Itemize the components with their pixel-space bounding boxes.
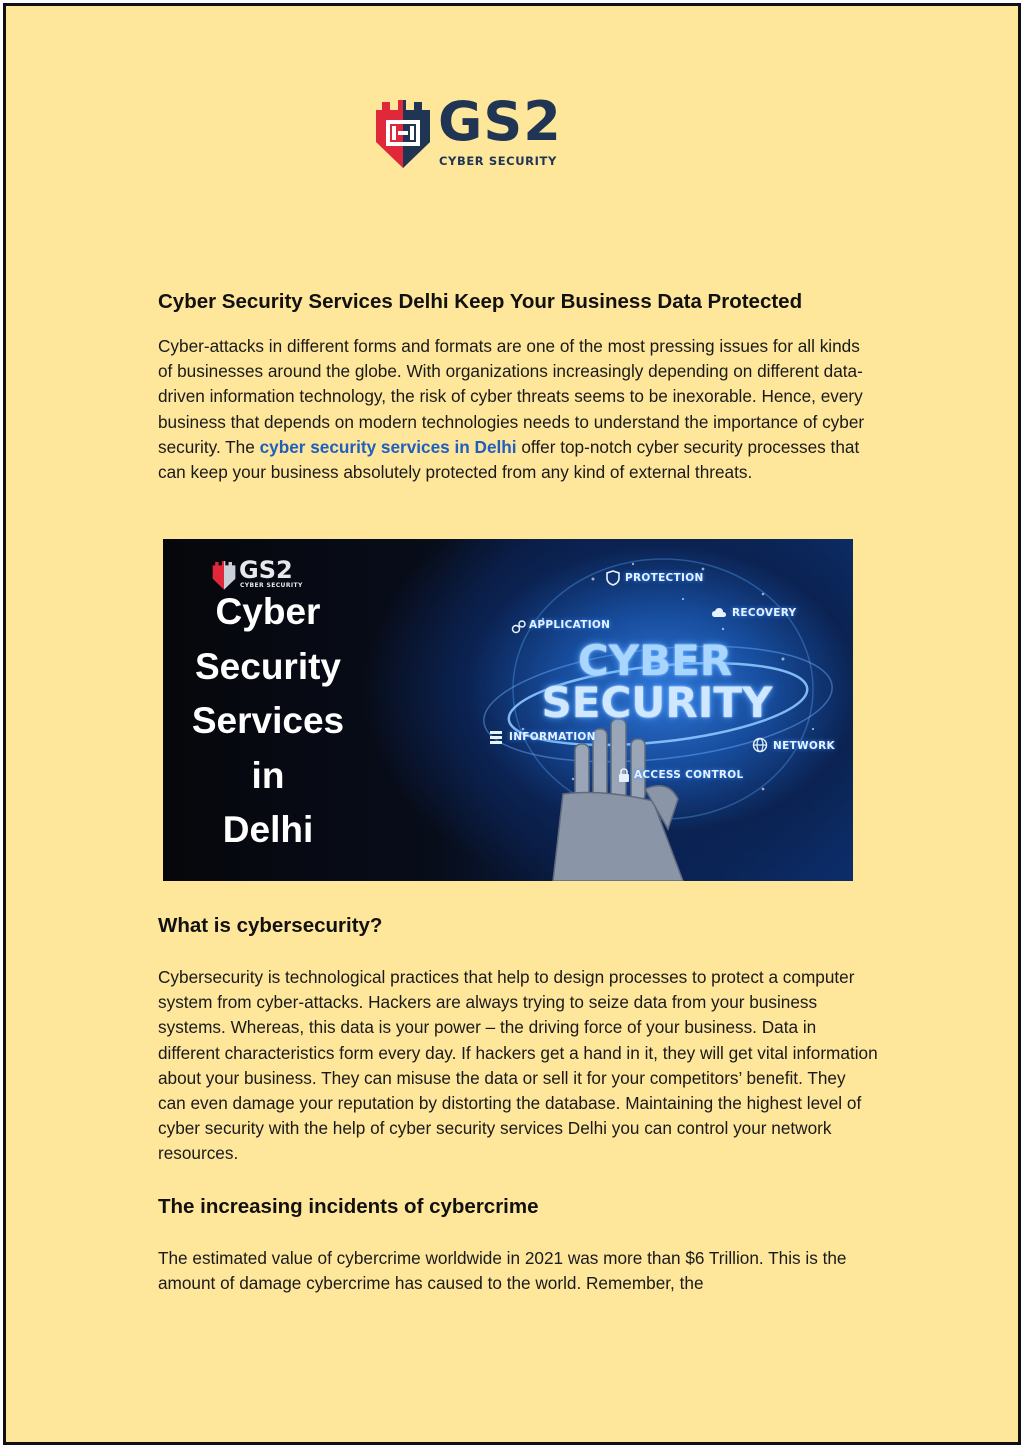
banner-line-4: in	[251, 754, 285, 796]
database-icon	[488, 729, 504, 745]
intro-text-end: offer top-notch cyber security processes that can keep your business absolutely protected from any kind of external threats.	[158, 436, 860, 483]
lock-icon	[616, 767, 632, 783]
tag-recovery: RECOVERY	[732, 607, 797, 619]
logo-subtitle: CYBER SECURITY	[439, 154, 557, 168]
section1-heading: What is cybersecurity?	[158, 914, 383, 937]
banner-cyber-text: CYBER	[577, 636, 733, 685]
tag-application: APPLICATION	[529, 619, 611, 631]
banner-security-text: SECURITY	[541, 678, 773, 727]
intro-paragraph	[158, 334, 878, 485]
cloud-recovery-icon	[711, 605, 727, 621]
gs2-logo	[372, 90, 582, 174]
tag-access-control: ACCESS CONTROL	[634, 769, 744, 781]
intro-text-start: Cyber-attacks in different forms and formats are one of the most pressing issues for all kinds of businesses around the globe. With organizations increasingly depending on different data-driven information technology, the risk of cyber threats seems to be inexorable. Hence, every business that depends on modern technologies needs to understand the importance of cyber security. The	[158, 336, 865, 457]
banner-logo-wordmark: GS2	[239, 556, 293, 584]
network-globe-icon	[752, 737, 768, 753]
banner-headline	[163, 585, 373, 858]
banner-line-3: Services	[191, 700, 345, 741]
section-what-is-cybersecurity	[158, 912, 878, 1167]
shield-check-icon	[605, 570, 621, 586]
section2-paragraph: The estimated value of cybercrime worldwide in 2021 was more than $6 Trillion. This is the amount of damage cybercrime has caused to the world. Remember, the	[158, 1248, 847, 1294]
cyber-security-services-link[interactable]: cyber security services in Delhi	[259, 436, 517, 457]
banner-line-1: Cyber	[215, 591, 321, 632]
section1-paragraph: Cybersecurity is technological practices that help to design processes to protect a computer system from cyber-attacks. Hackers are always trying to seize data from your business systems. Whereas, this data is your power – the driving force of your business. Data in different characteristics form every day. If hackers get a hand in it, they will get vital information about your business. They can misuse the data or sell it for your competitors’ benefit. They can even damage your reputation by distorting the database. Maintaining the highest level of cyber security with the help of cyber security services Delhi you can control your network resources.	[158, 967, 878, 1164]
tag-information: INFORMATION	[509, 731, 596, 743]
application-icon	[511, 619, 527, 635]
logo-wordmark: GS2	[438, 90, 562, 153]
banner-line-2: Security	[194, 645, 341, 687]
section-increasing-cybercrime	[158, 1193, 878, 1296]
section2-heading: The increasing incidents of cybercrime	[158, 1195, 539, 1218]
document-page	[3, 3, 1021, 1445]
article-title: Cyber Security Services Delhi Keep Your Business Data Protected	[158, 290, 803, 313]
tag-protection: PROTECTION	[625, 572, 704, 584]
banner-logo-subtitle: CYBER SECURITY	[240, 582, 303, 589]
banner-image	[163, 539, 853, 881]
intro-section	[158, 288, 878, 485]
shield-icon	[372, 96, 434, 170]
tag-network: NETWORK	[773, 740, 835, 752]
banner-line-5: Delhi	[222, 809, 314, 850]
